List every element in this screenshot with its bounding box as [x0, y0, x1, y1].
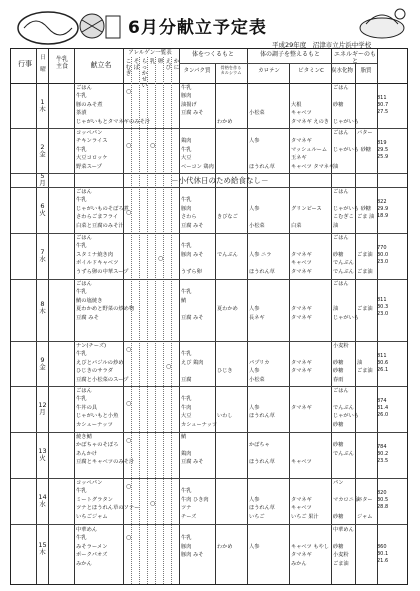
- carotene-items: 人参: [249, 543, 260, 550]
- day-row: [11, 83, 407, 128]
- vitc-items: タマネギ タマネギ: [291, 306, 312, 321]
- menu-items: ナン(チーズ) 牛乳 えびとバジルの炒め ひじきのサラダ 豆腐と小松菜のスープ: [76, 343, 129, 383]
- carb-items: 小麦粉 砂糖 砂糖 春雨: [333, 343, 349, 383]
- carotene-items: 人参 ほうれん草: [249, 138, 275, 170]
- protein-items: 鶏肉 牛乳 大豆 ベーコン 鶏肉: [181, 138, 214, 170]
- header-allergen-6: かに: [173, 59, 180, 72]
- carotene-items: 人参 ニラ ほうれん草: [249, 251, 275, 275]
- header-carotene: カロテン: [258, 68, 280, 74]
- header-energy-group: エネルギーのもと: [333, 51, 376, 65]
- day-number: 14 水: [38, 493, 47, 509]
- allergen-mark: ○: [126, 437, 132, 444]
- menu-items: コッペパン チキンライス 牛乳 大豆コロッケ 野菜スープ: [76, 130, 108, 170]
- calcium-items: でんぷん: [217, 251, 238, 258]
- allergen-mark: ○: [166, 363, 172, 370]
- carb-items: ごはん 砂糖 じゃがいも: [333, 85, 359, 125]
- nutrition-values: 820 30.5 28.8: [377, 490, 389, 510]
- header-allergen-3: 乳: [149, 59, 156, 65]
- day-row: [11, 524, 407, 584]
- fat-items: バター ジャム: [357, 496, 373, 520]
- calcium-items: 夏わかめ: [217, 306, 238, 313]
- nutrition-values: 811 30.6 26.1: [377, 353, 389, 373]
- protein-items: 牛乳 牛肉 ひき肉 ツナ チーズ: [181, 488, 209, 520]
- carotene-items: かぼちゃ ほうれん草: [249, 442, 275, 466]
- carb-items: 中華めん 砂糖 小麦粉 ごま油: [333, 527, 354, 567]
- day-row: [11, 233, 407, 279]
- header-fat: 脂質: [360, 68, 372, 74]
- header-body-group: 体をつくるもと: [191, 51, 234, 58]
- protein-items: 鯖 鶏肉 豆腐 みそ: [181, 434, 204, 466]
- menu-items: ごはん 牛乳 スタミナ焼き肉 ボイルドキャベツ うずら卵の中華スープ: [76, 235, 129, 275]
- calcium-items: わかめ: [217, 543, 233, 550]
- menu-items: 中華めん 牛乳 みそラーメン ポークパオズ みかん: [76, 527, 108, 567]
- vitc-items: タマネギ キャベツ いちご 果汁: [291, 496, 319, 520]
- day-number: 13 火: [38, 447, 47, 463]
- nutrition-values: 811 30.3 23.0: [377, 297, 389, 317]
- vitc-items: タマネギ キャベツ タマネギ: [291, 251, 312, 275]
- vitc-items: キャベツ: [291, 459, 312, 466]
- header-day-week: 曜: [40, 67, 46, 73]
- menu-items: ごはん 牛乳 じゃがいものそぼろ煮 さわらごまフライ 白菜と豆腐のみそ汁: [76, 189, 129, 229]
- day-number: 6 火: [39, 202, 46, 218]
- allergen-mark: ○: [126, 209, 132, 216]
- school-subtitle: 平成29年度 沼津市立片浜中学校: [272, 41, 372, 49]
- fat-items: ごま油: [357, 306, 373, 313]
- header-cond-group: 体の調子を整えるもと: [259, 51, 320, 58]
- protein-items: 牛乳 牛肉 大豆 カシューナッツ: [181, 396, 218, 428]
- calcium-items: ひじき: [217, 368, 233, 375]
- food-clipart: [352, 4, 412, 44]
- menu-items: ごはん 牛乳 牛丼の具 じゃがいもと小魚 カシューナッツ: [76, 388, 119, 428]
- vitc-items: キャベツ もやし タマネギ みかん: [291, 543, 329, 567]
- day-number: 1 木: [39, 98, 46, 114]
- day-number: 12 月: [38, 401, 47, 417]
- day-number: 7 水: [39, 248, 46, 264]
- nutrition-values: 822 29.9 18.9: [377, 199, 389, 219]
- header-vitaminc: ビタミンC: [298, 68, 324, 74]
- header-day-num: 日: [40, 55, 46, 61]
- menu-items: ごはん 牛乳 鯖の塩焼き 夏わかめと野菜の炒め物 豆腐 みそ: [76, 281, 135, 321]
- nutrition-values: 874 31.4 26.0: [377, 398, 389, 418]
- nutrition-values: 811 30.7 27.5: [377, 95, 389, 115]
- calcium-items: わかめ: [217, 118, 233, 125]
- carb-items: ごはん 砂糖 でんぷん でんぷん: [333, 235, 354, 275]
- allergen-mark: ○: [150, 142, 156, 149]
- day-row: [11, 386, 407, 432]
- nutrition-values: 860 30.1 21.6: [377, 544, 389, 564]
- day-row: [11, 432, 407, 478]
- header-protein: タンパク質: [183, 68, 211, 74]
- menu-items: 焼き鯖 かぼちゃのそぼろ あんかけ 豆腐とキャベツのみそ汁: [76, 434, 135, 466]
- nutrition-values: 770 30.0 23.0: [377, 245, 389, 265]
- day-row: [11, 128, 407, 173]
- day-number: 15 木: [38, 541, 47, 557]
- table-header: [11, 49, 407, 90]
- carb-items: ごはん じゃがいも 砂糖 こむぎこ 油: [333, 189, 371, 229]
- calcium-items: いわし: [217, 413, 233, 420]
- allergen-mark: ○: [126, 483, 132, 490]
- allergen-mark: ○: [126, 534, 132, 541]
- header-allergen-0: こむぎ: [125, 59, 132, 78]
- fat-items: ごま油 ごま油: [357, 251, 373, 275]
- protein-items: 牛乳 豚肉 豚肉 みそ: [181, 535, 204, 559]
- header-calcium: 骨格を作る カルシウム: [220, 65, 242, 75]
- protein-items: 牛乳 豚肉 さわら 豆腐 みそ: [181, 197, 204, 229]
- menu-items: ごはん 牛乳 豚のみそ煮 茶漬 じゃがいもとタマネギのみそ汁: [76, 85, 151, 125]
- day-row: [11, 279, 407, 341]
- vitc-items: タマネギ タマネギ: [291, 359, 312, 375]
- protein-items: 牛乳 豚肉 みそ うずら卵: [181, 243, 204, 275]
- header-allergen-5: えび: [165, 59, 172, 72]
- day-number: 8 木: [39, 300, 46, 316]
- carb-items: パン マカロニ 油 砂糖: [333, 480, 361, 520]
- menu-items: コッペパン 牛乳 ミートグラタン ツナとほうれん草のソテー いちごジャム: [76, 480, 140, 520]
- header-allergen-group: アレルゲン一覧表: [128, 50, 172, 56]
- header-allergen-1: そば: [133, 59, 140, 72]
- allergen-mark: ○: [126, 346, 132, 353]
- calcium-items: きびなご: [217, 214, 238, 221]
- header-allergen-4: 卵: [157, 59, 164, 65]
- menu-table: [10, 48, 408, 585]
- carotene-items: 人参 ほうれん草 いちご: [249, 496, 275, 520]
- holiday-row: [11, 173, 407, 187]
- carb-items: ごはん じゃがいも 砂糖 油: [333, 130, 371, 170]
- header-staple: 牛乳 主食: [55, 56, 68, 70]
- protein-items: 牛乳 豚肉 油揚げ 豆腐 みそ: [181, 85, 204, 117]
- decorative-clipart: [12, 6, 124, 48]
- day-number: 5 月: [39, 172, 46, 188]
- nutrition-values: 819 29.5 25.9: [377, 140, 389, 160]
- carotene-items: 人参 ほうれん草: [249, 404, 275, 420]
- carotene-items: 人参 長ネギ: [249, 306, 265, 321]
- header-allergen-2: らっかせい: [141, 59, 148, 90]
- allergen-mark: ○: [150, 500, 156, 507]
- page-title: 6月分献立予定表: [128, 18, 267, 38]
- allergen-mark: ○: [158, 255, 164, 262]
- header-carb: 炭水化物: [330, 68, 353, 74]
- day-number: 2 金: [39, 143, 46, 159]
- fat-items: [357, 387, 377, 404]
- allergen-mark: ○: [126, 400, 132, 407]
- protein-items: 牛乳 えび 鶏肉 豆腐: [181, 351, 204, 383]
- protein-items: 牛乳 鯖 豆腐 みそ: [181, 289, 204, 321]
- day-number: 9 金: [39, 356, 46, 372]
- fat-items: 油 ごま油: [357, 359, 373, 375]
- carotene-items: 小松菜: [249, 110, 265, 117]
- allergen-mark: ○: [126, 88, 132, 95]
- fat-items: ごま 油: [357, 214, 375, 221]
- vitc-items: タマネギ: [291, 404, 312, 411]
- header-row-label: 行事: [18, 60, 32, 68]
- carb-items: ごはん 油 じゃがいも: [333, 281, 359, 321]
- vitc-items: 大根 キャベツ タマネギ えのき: [291, 101, 329, 125]
- carotene-items: パプリカ 人参 小松菜: [249, 359, 270, 383]
- carotene-items: 人参 小松菜: [249, 205, 265, 229]
- allergen-mark: ○: [126, 142, 132, 149]
- vitc-items: グリンピース 白菜: [291, 205, 322, 229]
- day-row: [11, 478, 407, 524]
- fat-items: バター: [357, 130, 373, 136]
- vitc-items: タマネギ マッシュルーム 玉ネギ キャベツ タマネギ: [291, 138, 335, 170]
- holiday-notice: －小代休日のため給食なし－: [171, 176, 269, 185]
- carb-items: 砂糖 でんぷん: [333, 442, 354, 457]
- day-row: [11, 187, 407, 233]
- nutrition-values: 784 30.2 23.5: [377, 444, 389, 464]
- carb-items: ごはん でんぷん じゃがいも 砂糖: [333, 388, 359, 428]
- header-menu-name: 献立名: [90, 61, 112, 69]
- day-row: [11, 341, 407, 386]
